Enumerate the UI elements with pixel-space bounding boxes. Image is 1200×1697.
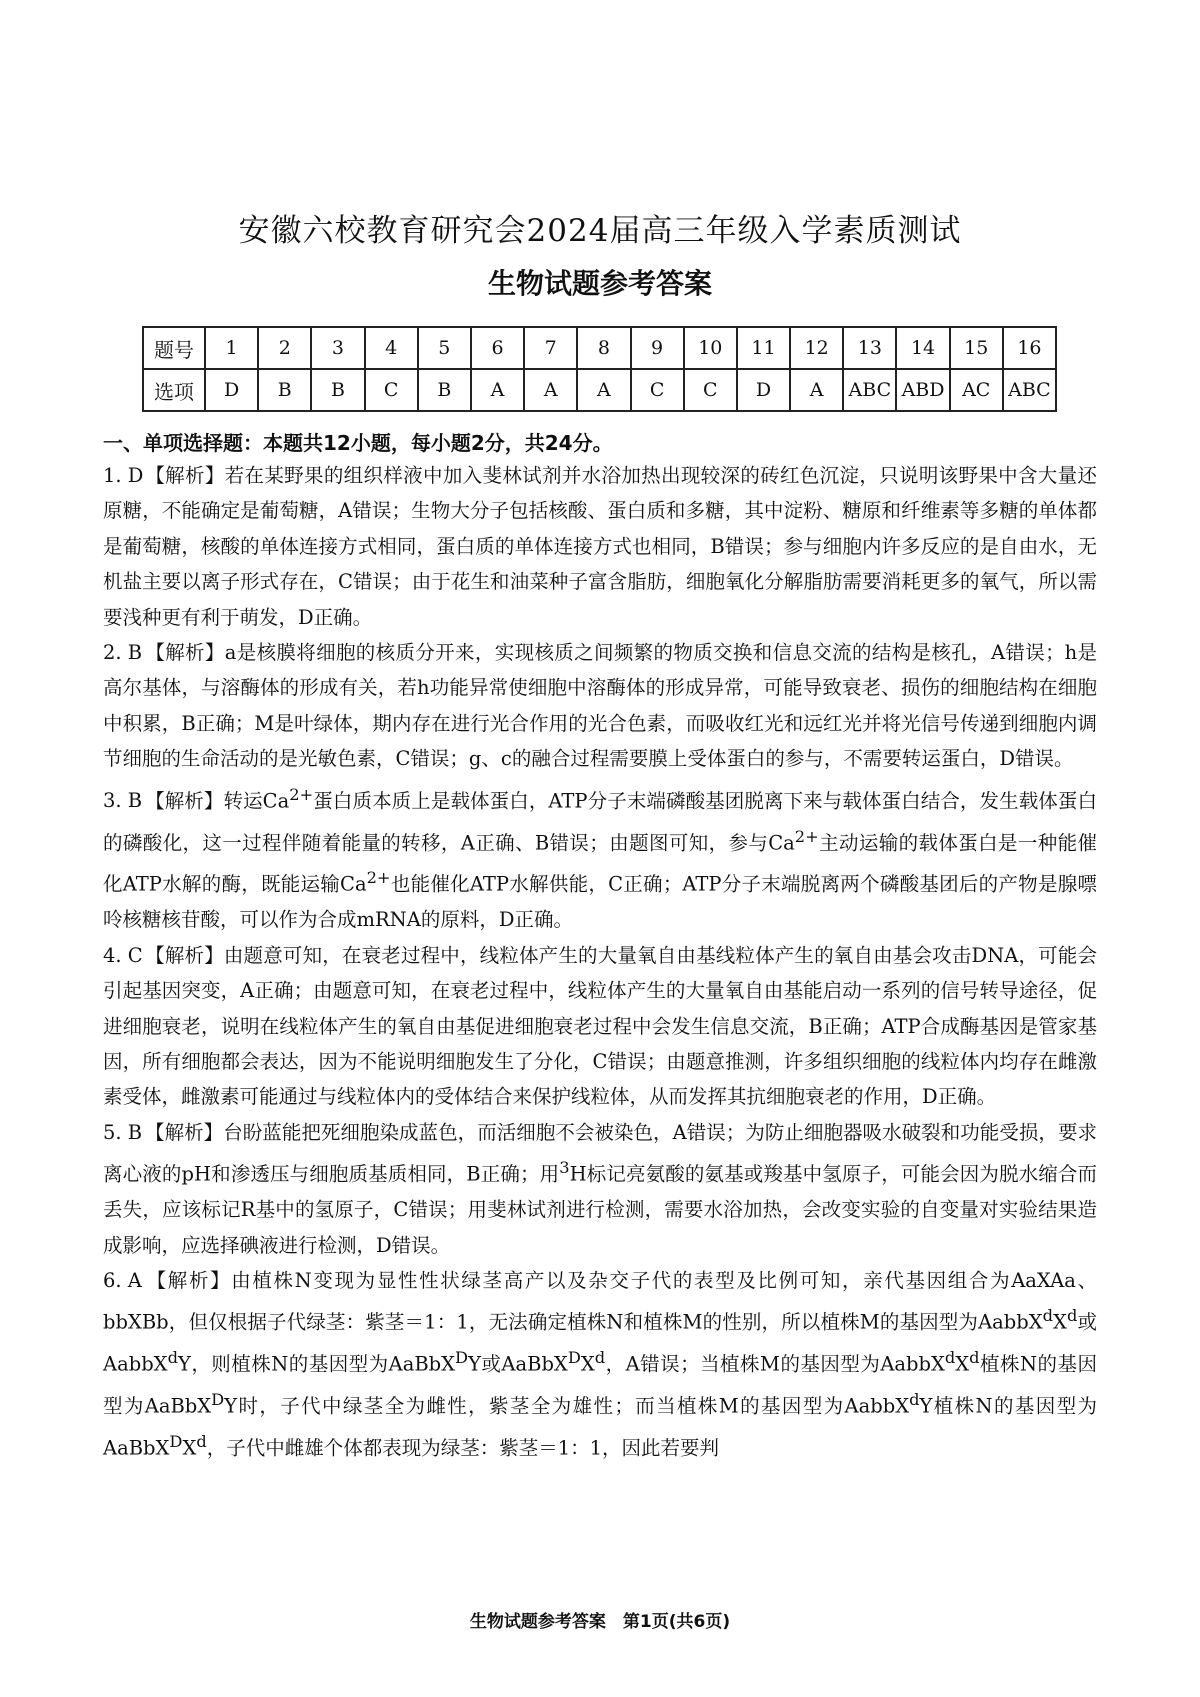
- question-answer-label: 3. B: [103, 789, 143, 813]
- explanation-text: 若在某野果的组织样液中加入斐林试剂并水浴加热出现较深的砖红色沉淀，只说明该野果中含大量还原糖，不能确定是葡萄糖，A错误；生物大分子包括核酸、蛋白质和多糖，其中淀粉、糖原和纤维素等多糖的单体都是葡萄糖，核酸的单体连接方式相同，蛋白质的单体连接方式也相同，B错误；参与细胞内许多反应的是自由水，无机盐主要以离子形式存在，C错误；由于花生和油菜种子富含脂肪，细胞氧化分解脂肪需要消耗更多的氧气，所以需要浅种更有利于萌发，D正确。: [103, 464, 1097, 629]
- superscript: D: [567, 1348, 581, 1368]
- explanation-item: [103, 1263, 1097, 1466]
- question-number-cell: 4: [365, 327, 418, 369]
- analysis-tag: 【解析】: [145, 1268, 232, 1292]
- question-number-cell: 16: [1003, 327, 1056, 369]
- answer-cell: A: [577, 369, 630, 411]
- answer-table-answer-row: [143, 369, 1056, 411]
- page-title: 安徽六校教育研究会2024届高三年级入学素质测试: [238, 213, 962, 249]
- answer-cell: D: [737, 369, 790, 411]
- row-label-question-number: 题号: [143, 327, 205, 369]
- explanation-item: [103, 635, 1097, 777]
- answer-cell: A: [524, 369, 577, 411]
- explanation-text: 或AabbX: [103, 1310, 1097, 1376]
- answer-cell: C: [684, 369, 737, 411]
- answer-cell: ABC: [1003, 369, 1056, 411]
- answer-cell: B: [418, 369, 471, 411]
- answer-cell: ABD: [896, 369, 949, 411]
- explanation-text: Y或AaBbX: [468, 1352, 568, 1376]
- explanations: [103, 458, 1097, 1466]
- explanation-text: 由植株N变现为显性性状绿茎高产以及杂交子代的表型及比例可知，亲代基因组合为AaXAa、bbXBb，但仅根据子代绿茎：紫茎＝1：1，无法确定植株N和植株M的性别，所以植株M的基因型为AabbX: [103, 1268, 1097, 1334]
- explanation-text: X: [955, 1352, 970, 1376]
- explanation-item: [103, 458, 1097, 635]
- question-answer-label: 5. B: [103, 1120, 143, 1144]
- question-number-cell: 8: [577, 327, 630, 369]
- explanation-text: a是核膜将细胞的核质分开来，实现核质之间频繁的物质交换和信息交流的结构是核孔，A错误；h是高尔基体，与溶酶体的形成有关，若h功能异常使细胞中溶酶体的形成异常，可能导致衰老、损伤的细胞结构在细胞中积累，B正确；M是叶绿体，期内存在进行光合作用的光合色素，而吸收红光和远红光并将光信号传递到细胞内调节细胞的生命活动的是光敏色素，C错误；g、c的融合过程需要膜上受体蛋白的参与，不需要转运蛋白，D错误。: [103, 641, 1097, 771]
- answer-cell: ABC: [843, 369, 896, 411]
- question-number-cell: 5: [418, 327, 471, 369]
- superscript: D: [455, 1348, 469, 1368]
- superscript: 2+: [794, 826, 819, 846]
- superscript: d: [1066, 1306, 1078, 1326]
- page-subtitle: 生物试题参考答案: [487, 267, 712, 300]
- superscript: d: [909, 1390, 920, 1410]
- analysis-tag: 【解析】: [145, 789, 224, 813]
- analysis-tag: 【解析】: [145, 943, 224, 967]
- question-answer-label: 2. B: [103, 641, 143, 665]
- answer-cell: C: [365, 369, 418, 411]
- answer-table-number-row: [143, 327, 1056, 369]
- explanation-text: Y时，子代中绿茎全为雌性，紫茎全为雄性；而当植株M的基因型为AabbX: [224, 1394, 910, 1418]
- explanation-text: ，A错误；当植株M的基因型为AabbX: [605, 1352, 945, 1376]
- question-number-cell: 3: [311, 327, 364, 369]
- explanation-text: 由题意可知，在衰老过程中，线粒体产生的大量氧自由基线粒体产生的氧自由基会攻击DNA，可能会引起基因突变，A正确；由题意可知，在衰老过程中，线粒体产生的大量氧自由基能启动一系列的信号转导途径，促进细胞衰老，说明在线粒体产生的氧自由基促进细胞衰老过程中会发生信息交流，B正确；ATP合成酶基因是管家基因，所有细胞都会表达，因为不能说明细胞发生了分化，C错误；由题意推测，许多组织细胞的线粒体内均存在雌激素受体，雌激素可能通过与线粒体内的受体结合来保护线粒体，从而发挥其抗细胞衰老的作用，D正确。: [103, 943, 1097, 1109]
- question-number-cell: 2: [258, 327, 311, 369]
- question-number-cell: 9: [631, 327, 684, 369]
- explanation-item: [103, 938, 1097, 1115]
- explanation-text: X: [182, 1436, 197, 1460]
- superscript: D: [211, 1390, 225, 1410]
- analysis-tag: 【解析】: [145, 641, 225, 665]
- explanation-text: X: [580, 1352, 595, 1376]
- explanation-text: 主动运输的载体蛋白是一种能催化ATP水解的酶，既能运输Ca: [103, 831, 1097, 896]
- question-answer-label: 4. C: [103, 943, 143, 967]
- question-number-cell: 7: [524, 327, 577, 369]
- answer-cell: A: [471, 369, 524, 411]
- analysis-tag: 【解析】: [145, 1120, 224, 1144]
- question-number-cell: 15: [950, 327, 1003, 369]
- question-number-cell: 13: [843, 327, 896, 369]
- explanation-text: Y植株N的基因型为AaBbX: [103, 1394, 1097, 1460]
- analysis-tag: 【解析】: [145, 464, 225, 487]
- explanation-text: 植株N的基因型为AaBbX: [103, 1352, 1097, 1418]
- question-number-cell: 11: [737, 327, 790, 369]
- superscript: d: [944, 1348, 956, 1368]
- answer-cell: C: [631, 369, 684, 411]
- superscript: d: [196, 1432, 207, 1452]
- answer-cell: A: [790, 369, 843, 411]
- page-footer: 生物试题参考答案 第1页(共6页): [469, 1612, 731, 1632]
- answer-cell: B: [258, 369, 311, 411]
- answer-cell: AC: [950, 369, 1003, 411]
- superscript: d: [167, 1348, 178, 1368]
- answer-table: [142, 326, 1057, 412]
- question-answer-label: 6. A: [103, 1268, 142, 1292]
- explanation-text: X: [1053, 1310, 1067, 1334]
- explanation-text: 蛋白质本质上是载体蛋白，ATP分子末端磷酸基团脱离下来与载体蛋白结合，发生载体蛋白的磷酸化，这一过程伴随着能量的转移，A正确、B错误；由题图可知，参与Ca: [103, 789, 1097, 855]
- question-answer-label: 1. D: [103, 464, 144, 487]
- superscript: D: [169, 1432, 183, 1452]
- question-number-cell: 6: [471, 327, 524, 369]
- explanation-text: 也能催化ATP水解供能，C正确；ATP分子末端脱离两个磷酸基团后的产物是腺嘌呤核糖核苷酸，可以作为合成mRNA的原料，D正确。: [103, 872, 1097, 932]
- explanation-text: Y，则植株N的基因型为AaBbX: [177, 1352, 456, 1376]
- answer-cell: D: [205, 369, 258, 411]
- superscript: d: [594, 1348, 606, 1368]
- explanation-item: [103, 1115, 1097, 1263]
- superscript: 2+: [289, 784, 314, 804]
- explanation-item: [103, 777, 1097, 938]
- section-title: 一、单项选择题：本题共12小题，每小题2分，共24分。: [103, 431, 613, 455]
- question-number-cell: 14: [896, 327, 949, 369]
- row-label-option: 选项: [143, 369, 205, 411]
- superscript: 2+: [366, 868, 391, 888]
- answer-cell: B: [311, 369, 364, 411]
- question-number-cell: 10: [684, 327, 737, 369]
- question-number-cell: 12: [790, 327, 843, 369]
- superscript: d: [1042, 1306, 1054, 1326]
- superscript: 3: [559, 1158, 570, 1178]
- explanation-text: 台盼蓝能把死细胞染成蓝色，而活细胞不会被染色，A错误；为防止细胞器吸水破裂和功能受损，要求离心液的pH和渗透压与细胞质基质相同，B正确；用: [103, 1120, 1097, 1186]
- explanation-text: 转运Ca: [223, 789, 290, 813]
- question-number-cell: 1: [205, 327, 258, 369]
- explanation-text: ，子代中雌雄个体都表现为绿茎：紫茎＝1：1，因此若要判: [206, 1436, 720, 1460]
- explanation-text: H标记亮氨酸的氨基或羧基中氢原子，可能会因为脱水缩合而丢失，应该标记R基中的氢原子，C错误；用斐林试剂进行检测，需要水浴加热，会改变实验的自变量对实验结果造成影响，应选择碘液进行检测，D错误。: [103, 1162, 1097, 1257]
- superscript: d: [969, 1348, 980, 1368]
